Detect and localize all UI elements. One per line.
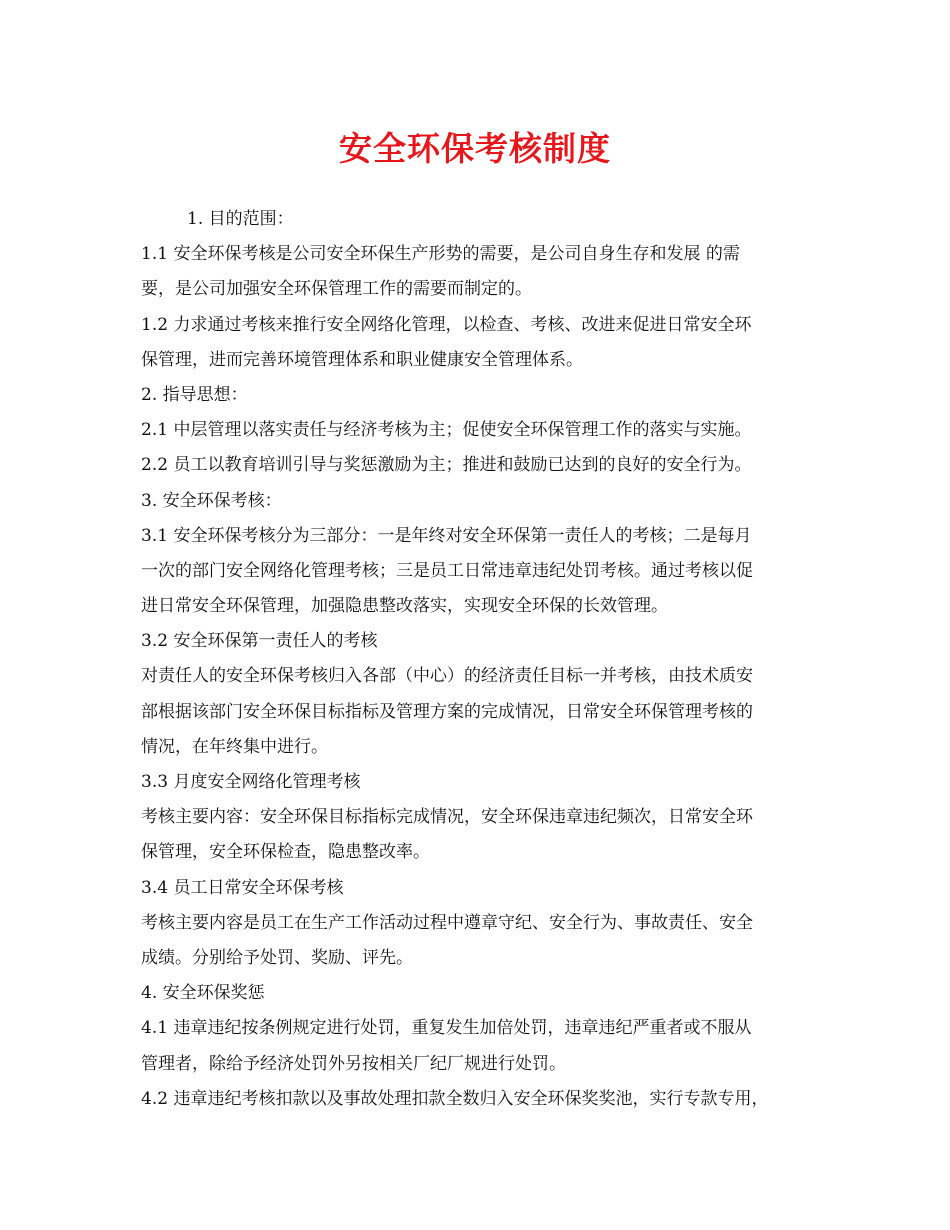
paragraph-line: 成绩。分别给予处罚、奖励、评先。 <box>141 947 413 968</box>
paragraph-line: 1.2 力求通过考核来推行安全网络化管理，以检查、考核、改进来促进日常安全环 <box>141 314 752 335</box>
subsection-heading: 3.4 员工日常安全环保考核 <box>141 877 344 898</box>
paragraph-line: 一次的部门安全网络化管理考核；三是员工日常违章违纪处罚考核。通过考核以促 <box>141 560 753 581</box>
section-heading: 3. 安全环保考核： <box>141 490 282 511</box>
paragraph-line: 管理者，除给予经济处罚外另按相关厂纪厂规进行处罚。 <box>141 1053 566 1074</box>
document-body <box>141 202 821 1117</box>
section-heading: 1. 目的范围： <box>187 209 294 229</box>
paragraph-line: 1.1 安全环保考核是公司安全环保生产形势的需要，是公司自身生存和发展 的需 <box>141 244 740 265</box>
paragraph-line: 情况，在年终集中进行。 <box>141 736 328 757</box>
section-heading: 4. 安全环保奖惩 <box>141 983 265 1004</box>
paragraph-line: 考核主要内容是员工在生产工作活动过程中遵章守纪、安全行为、事故责任、安全 <box>141 912 753 933</box>
paragraph-line: 部根据该部门安全环保目标指标及管理方案的完成情况，日常安全环保管理考核的 <box>141 701 753 722</box>
paragraph-line: 3.1 安全环保考核分为三部分：一是年终对安全环保第一责任人的考核；二是每月 <box>141 525 752 546</box>
paragraph-line: 保管理，安全环保检查，隐患整改率。 <box>141 842 430 863</box>
paragraph-line: 要，是公司加强安全环保管理工作的需要而制定的。 <box>141 279 532 300</box>
paragraph-line: 进日常安全环保管理，加强隐患整改落实，实现安全环保的长效管理。 <box>141 596 668 617</box>
subsection-heading: 3.3 月度安全网络化管理考核 <box>141 772 361 792</box>
paragraph-line: 2.1 中层管理以落实责任与经济考核为主；促使安全环保管理工作的落实与实施。 <box>141 420 752 441</box>
section-heading: 2. 指导思想： <box>141 384 248 405</box>
paragraph-line: 2.2 员工以教育培训引导与奖惩激励为主；推进和鼓励已达到的良好的安全行为。 <box>141 455 752 476</box>
paragraph-line: 4.2 违章违纪考核扣款以及事故处理扣款全数归入安全环保奖奖池，实行专款专用， <box>141 1088 769 1109</box>
paragraph-line: 保管理，进而完善环境管理体系和职业健康安全管理体系。 <box>141 349 583 370</box>
subsection-heading: 3.2 安全环保第一责任人的考核 <box>141 631 378 652</box>
document-title: 安全环保考核制度 <box>339 129 611 168</box>
paragraph-line: 4.1 违章违纪按条例规定进行处罚，重复发生加倍处罚，违章违纪严重者或不服从 <box>141 1018 752 1039</box>
paragraph-line: 考核主要内容：安全环保目标指标完成情况，安全环保违章违纪频次，日常安全环 <box>141 807 753 828</box>
paragraph-line: 对责任人的安全环保考核归入各部（中心）的经济责任目标一并考核，由技术质安 <box>141 666 753 687</box>
